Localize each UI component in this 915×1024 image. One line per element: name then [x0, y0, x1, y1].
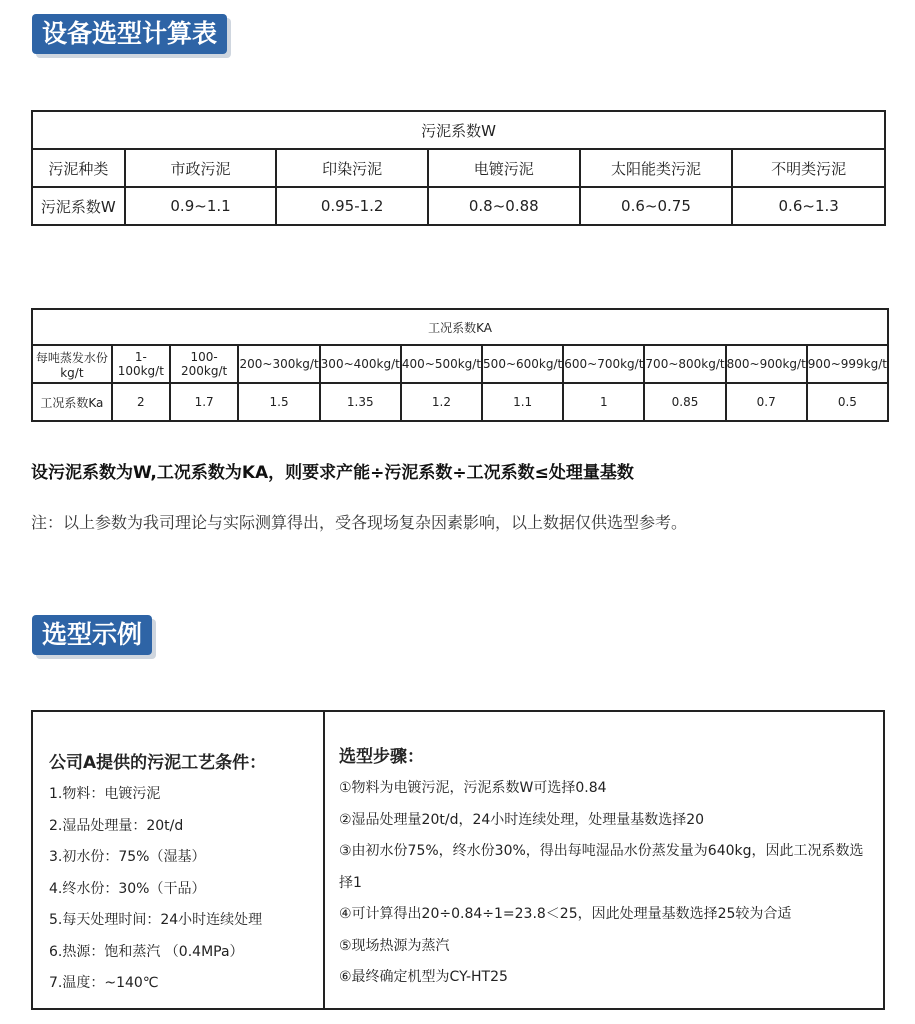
condition-item: 5.每天处理时间：24小时连续处理: [49, 912, 263, 928]
table-cell: 1.35: [320, 383, 401, 421]
step-item: ③由初水份75%，终水份30%，得出每吨湿品水份蒸发量为640kg，因此工况系数选择1: [339, 843, 864, 891]
table-header-cell: 700~800kg/t: [644, 345, 725, 383]
condition-item: 2.湿品处理量：20t/d: [49, 817, 184, 834]
table-cell: 1.5: [238, 383, 319, 421]
selection-steps-column: [325, 712, 883, 1008]
step-item: ①物料为电镀污泥，污泥系数W可选择0.84: [339, 780, 607, 796]
selection-example-box: [31, 710, 885, 1010]
table-caption: 污泥系数W: [32, 111, 885, 149]
table-header-cell: 印染污泥: [276, 149, 428, 187]
section-title-example: 选型示例: [32, 615, 152, 655]
table-header-cell: 600~700kg/t: [563, 345, 644, 383]
disclaimer-note: 注：以上参数为我司理论与实际测算得出，受各现场复杂因素影响，以上数据仅供选型参考。: [31, 513, 688, 532]
table-header-cell: 每吨蒸发水份kg/t: [32, 345, 112, 383]
table-cell: 2: [112, 383, 170, 421]
table-cell: 污泥系数W: [32, 187, 125, 225]
table-cell: 0.7: [726, 383, 807, 421]
step-item: ⑥最终确定机型为CY-HT25: [339, 969, 508, 985]
table-cell: 0.85: [644, 383, 725, 421]
table-header-cell: 800~900kg/t: [726, 345, 807, 383]
table-cell: 0.95-1.2: [276, 187, 428, 225]
condition-item: 7.温度：~140℃: [49, 975, 159, 991]
table-header-cell: 100-200kg/t: [170, 345, 239, 383]
table-header-cell: 市政污泥: [125, 149, 277, 187]
table-row: [32, 187, 885, 225]
table-header-cell: 900~999kg/t: [807, 345, 888, 383]
steps-title: 选型步骤：: [339, 747, 424, 767]
step-item: ④可计算得出20÷0.84÷1=23.8＜25，因此处理量基数选择25较为合适: [339, 906, 792, 922]
table-cell: 1: [563, 383, 644, 421]
conditions-title: 公司A提供的污泥工艺条件：: [49, 753, 267, 773]
condition-item: 3.初水份：75%（湿基）: [49, 849, 206, 865]
step-item: ②湿品处理量20t/d，24小时连续处理，处理量基数选择20: [339, 811, 705, 828]
table-row: [32, 383, 888, 421]
section-title-selection-table: 设备选型计算表: [32, 14, 227, 54]
working-condition-table: [31, 308, 889, 422]
table-row: [32, 149, 885, 187]
condition-item: 6.热源：饱和蒸汽 （0.4MPa）: [49, 943, 244, 960]
table-cell: 0.5: [807, 383, 888, 421]
table-cell: 1.7: [170, 383, 239, 421]
table-header-cell: 400~500kg/t: [401, 345, 482, 383]
table-header-cell: 电镀污泥: [428, 149, 580, 187]
table-cell: 0.8~0.88: [428, 187, 580, 225]
table-row: [32, 345, 888, 383]
step-item: ⑤现场热源为蒸汽: [339, 937, 450, 954]
table-header-cell: 不明类污泥: [732, 149, 885, 187]
table-cell: 1.2: [401, 383, 482, 421]
sludge-coefficient-table: [31, 110, 886, 226]
process-conditions-column: [33, 712, 325, 1008]
table-header-cell: 污泥种类: [32, 149, 125, 187]
table-header-cell: 500~600kg/t: [482, 345, 563, 383]
table-header-cell: 太阳能类污泥: [580, 149, 733, 187]
condition-item: 4.终水份：30%（干品）: [49, 880, 206, 897]
condition-item: 1.物料：电镀污泥: [49, 786, 161, 802]
table-cell: 工况系数Ka: [32, 383, 112, 421]
table-cell: 0.6~0.75: [580, 187, 733, 225]
table-header-cell: 1-100kg/t: [112, 345, 170, 383]
table-header-cell: 200~300kg/t: [238, 345, 319, 383]
table-cell: 0.6~1.3: [732, 187, 885, 225]
table-header-cell: 300~400kg/t: [320, 345, 401, 383]
calculation-formula: 设污泥系数为W,工况系数为KA，则要求产能÷污泥系数÷工况系数≤处理量基数: [31, 463, 634, 483]
table-cell: 0.9~1.1: [125, 187, 277, 225]
table-cell: 1.1: [482, 383, 563, 421]
table-caption: 工况系数KA: [32, 309, 888, 345]
